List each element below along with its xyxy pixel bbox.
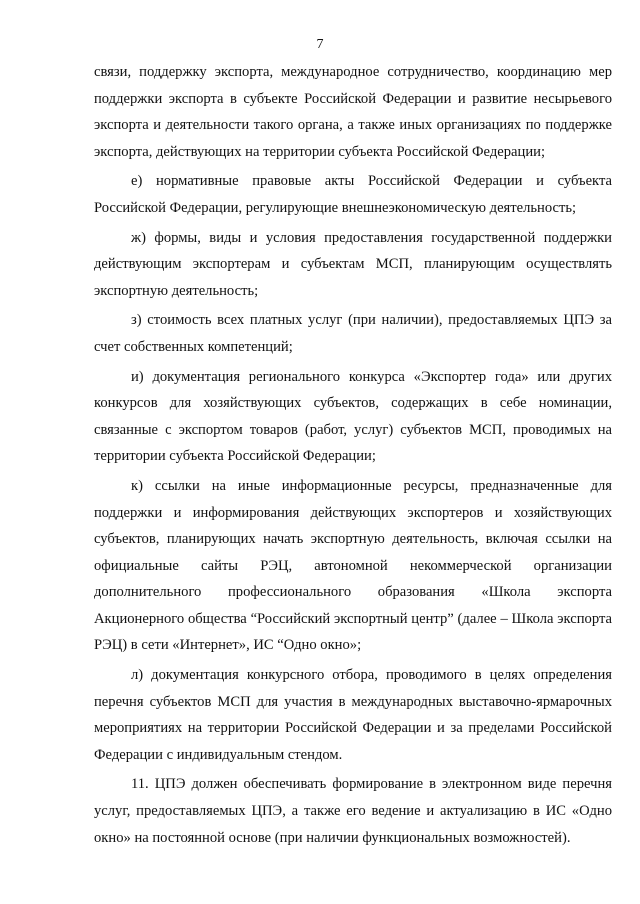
page-number: 7: [316, 37, 324, 52]
paragraph-clause-11: 11. ЦПЭ должен обеспечивать формирование в электронном виде перечня услуг, предоставляемых ЦПЭ, а также его ведение и актуализацию в ИС «Одно окно» на постоянной основе (при наличии функциональных возможностей).: [94, 776, 612, 846]
paragraph-item-e: е) нормативные правовые акты Российской Федерации и субъекта Российской Федерации, регулирующие внешнеэкономическую деятельность;: [94, 173, 612, 216]
paragraph-item-l: л) документация конкурсного отбора, проводимого в целях определения перечня субъектов МСП для участия в международных выставочно-ярмарочных мероприятиях на территории Российской Федерации и за пределами Российской Федерации с индивидуальным стендом.: [94, 667, 612, 763]
paragraph-item-k: к) ссылки на иные информационные ресурсы, предназначенные для поддержки и информирования действующих экспортеров и хозяйствующих субъектов, планирующих начать экспортную деятельность, включая ссылки на официальные сайты РЭЦ, автономной некоммерческой организации дополнительного профессионального образования «Школа экспорта Акционерного общества “Российский экспортный центр” (далее – Школа экспорта РЭЦ) в сети «Интернет», ИС “Одно окно»;: [94, 477, 612, 654]
paragraph-item-z: з) стоимость всех платных услуг (при наличии), предоставляемых ЦПЭ за счет собственных компетенций;: [94, 312, 612, 355]
paragraph-item-zh: ж) формы, виды и условия предоставления государственной поддержки действующим экспортерам и субъектам МСП, планирующим осуществлять экспортную деятельность;: [94, 229, 612, 299]
document-body: [94, 59, 612, 851]
paragraph-item-i: и) документация регионального конкурса «Экспортер года» или других конкурсов для хозяйствующих субъектов, содержащих в себе номинации, связанные с экспортом товаров (работ, услуг) субъектов МСП, проводимых на территории субъекта Российской Федерации;: [94, 368, 612, 465]
paragraph-continuation: связи, поддержку экспорта, международное сотрудничество, координацию мер поддержки экспорта в субъекте Российской Федерации и развитие несырьевого экспорта и деятельности такого органа, а также иных организациях по поддержке экспорта, действующих на территории субъекта Российской Федерации;: [94, 64, 612, 160]
